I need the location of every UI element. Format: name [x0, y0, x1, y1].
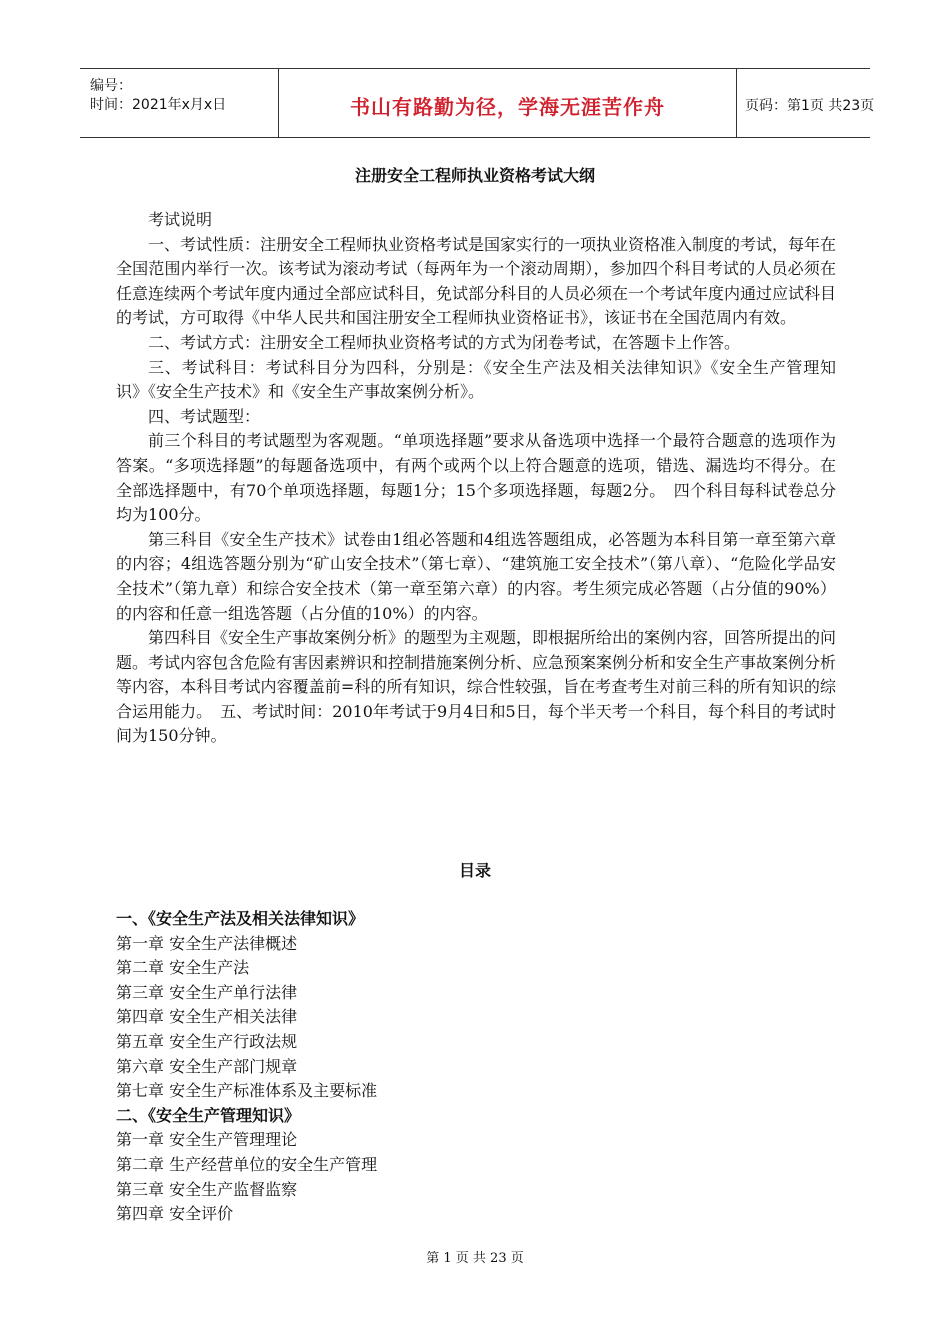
toc-section: 一、《安全生产法及相关法律知识》 [116, 909, 365, 928]
paragraph: 三、考试科目：考试科目分为四科，分别是：《安全生产法及相关法律知识》《安全生产管理知识》《安全生产技术》和《安全生产事故案例分析》。 [116, 357, 836, 402]
motto: 书山有路勤为径，学海无涯苦作舟 [350, 95, 665, 119]
header-motto-cell [279, 69, 737, 137]
paragraph: 四、考试题型： [148, 406, 261, 426]
toc-item: 第四章 安全评价 [116, 1204, 234, 1224]
toc-section: 二、《安全生产管理知识》 [116, 1105, 301, 1125]
toc-item: 第一章 安全生产管理理论 [116, 1130, 298, 1150]
toc-item: 第六章 安全生产部门规章 [116, 1056, 298, 1076]
table-of-contents [116, 907, 836, 1227]
header-meta-cell [80, 69, 279, 137]
page-footer: 第 1 页 共 23 页 [426, 1251, 524, 1266]
paragraph: 二、考试方式：注册安全工程师执业资格考试的方式为闭卷考试，在答题卡上作答。 [148, 332, 741, 352]
time-label: 时间：2021年x月x日 [90, 97, 227, 113]
header-page-cell [737, 69, 875, 137]
document-body [116, 208, 836, 749]
paragraph: 前三个科目的考试题型为客观题。“单项选择题”要求从备选项中选择一个最符合题意的选项作为答案。“多项选择题”的每题备选项中，有两个或两个以上符合题意的选项，错选、漏选均不得分。在全部选择题中，有70个单项选择题，每题1分；15个多项选择题，每题2分。 四个科目每科试卷总分均为100分。 [116, 431, 836, 525]
toc-item: 第一章 安全生产法律概述 [116, 933, 298, 953]
toc-item: 第二章 生产经营单位的安全生产管理 [116, 1154, 378, 1174]
toc-title: 目录 [458, 861, 491, 880]
toc-item: 第四章 安全生产相关法律 [116, 1007, 298, 1027]
document-title: 注册安全工程师执业资格考试大纲 [354, 166, 595, 185]
toc-item: 第二章 安全生产法 [116, 958, 250, 978]
toc-item: 第三章 安全生产单行法律 [116, 982, 298, 1002]
section-heading: 考试说明 [148, 210, 213, 229]
toc-item: 第三章 安全生产监督监察 [116, 1179, 298, 1199]
toc-item: 第五章 安全生产行政法规 [116, 1031, 298, 1051]
paragraph: 第四科目《安全生产事故案例分析》的题型为主观题，即根据所给出的案例内容，回答所提出的问题。考试内容包含危险有害因素辨识和控制措施案例分析、应急预案案例分析和安全生产事故案例分析等内容，本科目考试内容覆盖前=科的所有知识，综合性较强，旨在考查考生对前三科的所有知识的综合运用能力。 五、考试时间：2010年考试于9月4日和5日，每个半天考一个科目，每个科目的考试时间为150分钟。 [116, 628, 837, 746]
toc-item: 第七章 安全生产标准体系及主要标准 [116, 1081, 378, 1101]
page-info: 页码：第1页 共23页 [745, 98, 875, 114]
paragraph: 一、考试性质：注册安全工程师执业资格考试是国家实行的一项执业资格准入制度的考试，每年在全国范围内举行一次。该考试为滚动考试（每两年为一个滚动周期），参加四个科目考试的人员必须在任意连续两个考试年度内通过全部应试科目，免试部分科目的人员必须在一个考试年度内通过应试科目的考试，方可取得《中华人民共和国注册安全工程师执业资格证书》，该证书在全国范周内有效。 [116, 234, 837, 328]
page-header [80, 68, 875, 138]
paragraph: 第三科目《安全生产技术》试卷由1组必答题和4组选答题组成，必答题为本科目第一章至第六章的内容；4组选答题分别为“矿山安全技术”（第七章）、“建筑施工安全技术”（第八章）、“危险化学品安全技术”（第九章）和综合安全技术（第一章至第六章）的内容。考生须完成必答题（占分值的90%）的内容和任意一组选答题（占分值的10%）的内容。 [116, 529, 836, 623]
serial-label: 编号： [90, 78, 132, 94]
